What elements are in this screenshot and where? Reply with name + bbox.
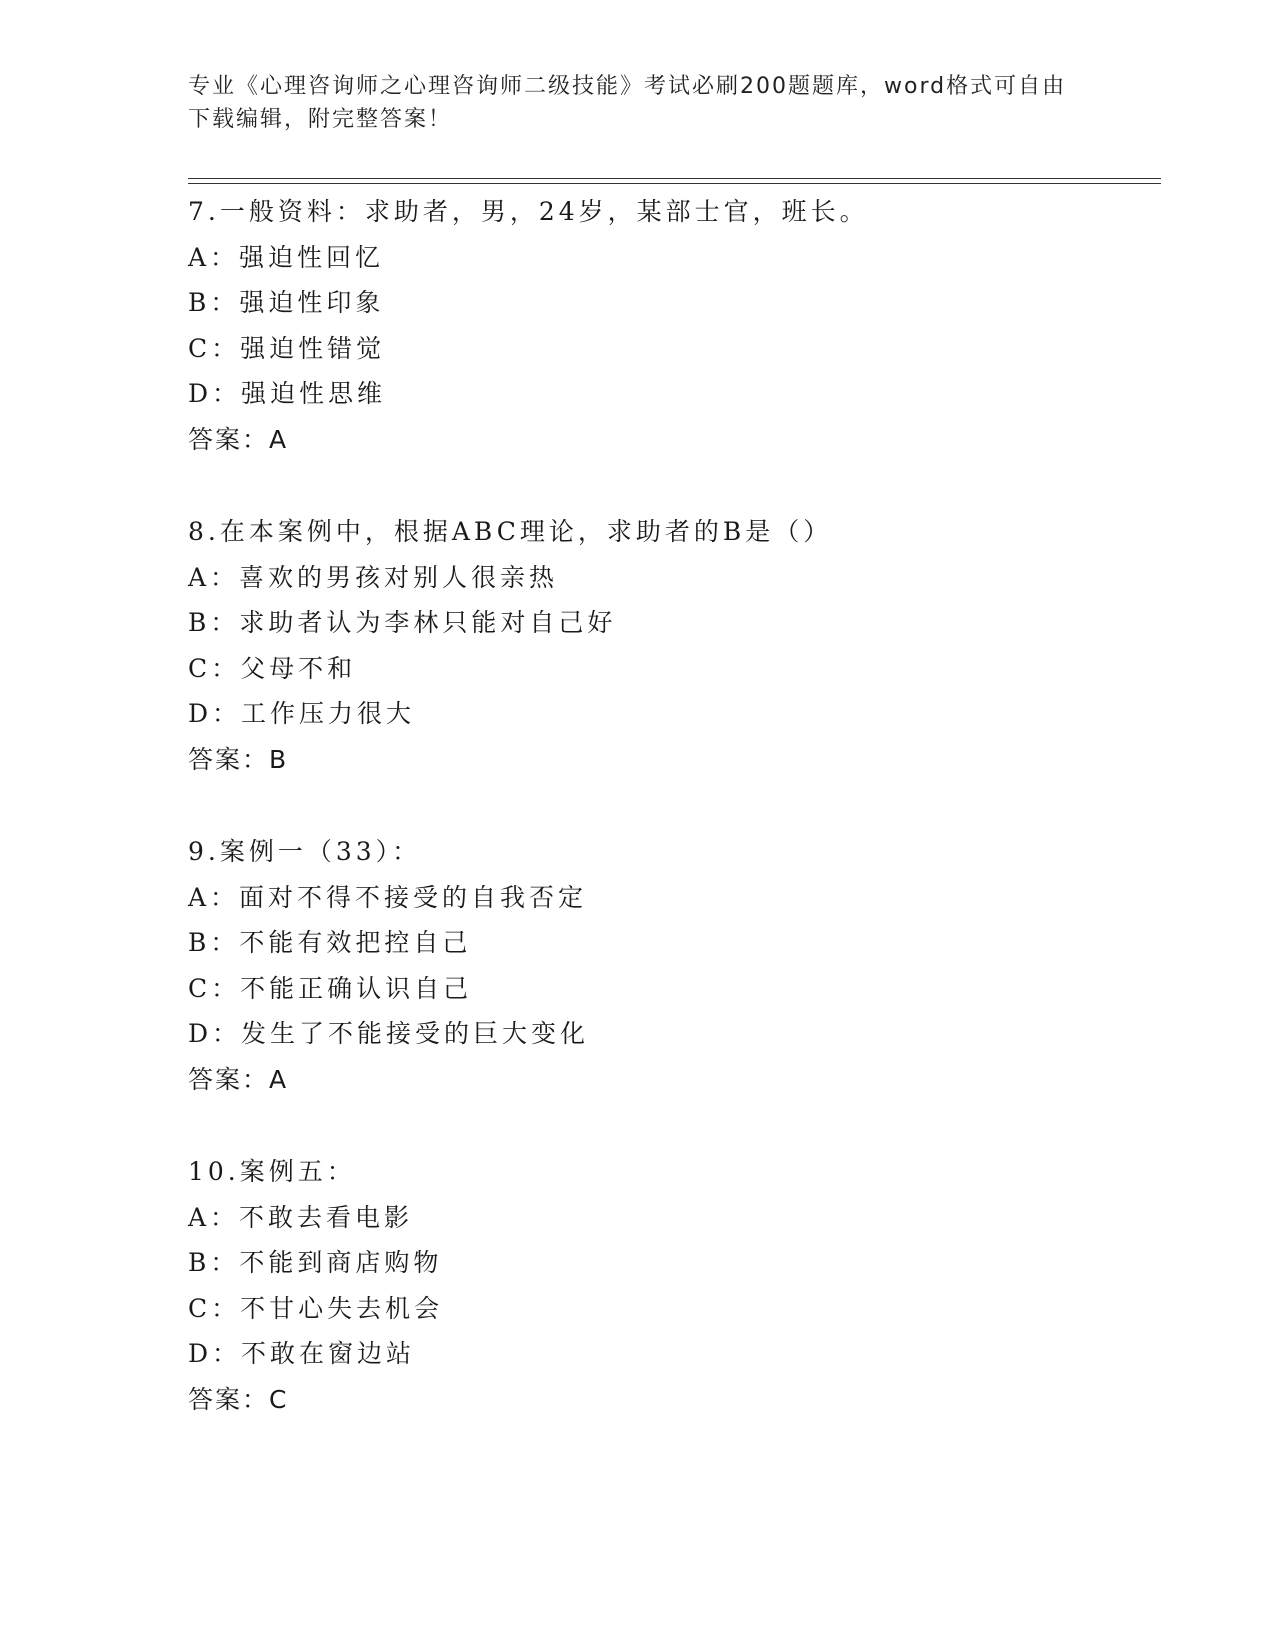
question-stem: 7.一般资料：求助者，男，24岁，某部士官，班长。 [188, 197, 869, 226]
answer-text: 答案：A [188, 424, 289, 454]
option-d: D：强迫性思维 [188, 379, 387, 409]
option-b: B：不能到商店购物 [188, 1248, 443, 1278]
answer-text: 答案：C [188, 1384, 289, 1414]
answer-text: 答案：B [188, 744, 289, 774]
question-stem: 9.案例一（33）： [188, 837, 422, 866]
option-d: D：不敢在窗边站 [188, 1339, 416, 1369]
option-a: A：喜欢的男孩对别人很亲热 [188, 562, 559, 592]
option-b: B：求助者认为李林只能对自己好 [188, 608, 617, 638]
option-a: A：强迫性回忆 [188, 242, 385, 272]
option-c: C：不甘心失去机会 [188, 1293, 444, 1323]
option-a: A：面对不得不接受的自我否定 [188, 882, 588, 912]
question-stem: 10.案例五： [188, 1157, 356, 1186]
question-7 [188, 189, 1148, 463]
question-stem: 8.在本案例中，根据ABC理论，求助者的B是（） [188, 517, 833, 546]
question-9 [188, 829, 1148, 1103]
question-8 [188, 509, 1148, 783]
question-10 [188, 1149, 1148, 1423]
answer-text: 答案：A [188, 1064, 289, 1094]
option-c: C：不能正确认识自己 [188, 973, 473, 1003]
document-header: 专业《心理咨询师之心理咨询师二级技能》考试必刷200题题库，word格式可自由下载编辑，附完整答案！ [188, 74, 1067, 132]
option-c: C：强迫性错觉 [188, 333, 386, 363]
option-d: D：工作压力很大 [188, 699, 416, 729]
option-c: C：父母不和 [188, 653, 357, 683]
header-divider-top [188, 178, 1161, 179]
option-b: B：不能有效把控自己 [188, 928, 472, 958]
option-b: B：强迫性印象 [188, 288, 385, 318]
header-divider-bottom [188, 183, 1161, 184]
option-a: A：不敢去看电影 [188, 1202, 414, 1232]
option-d: D：发生了不能接受的巨大变化 [188, 1019, 590, 1049]
